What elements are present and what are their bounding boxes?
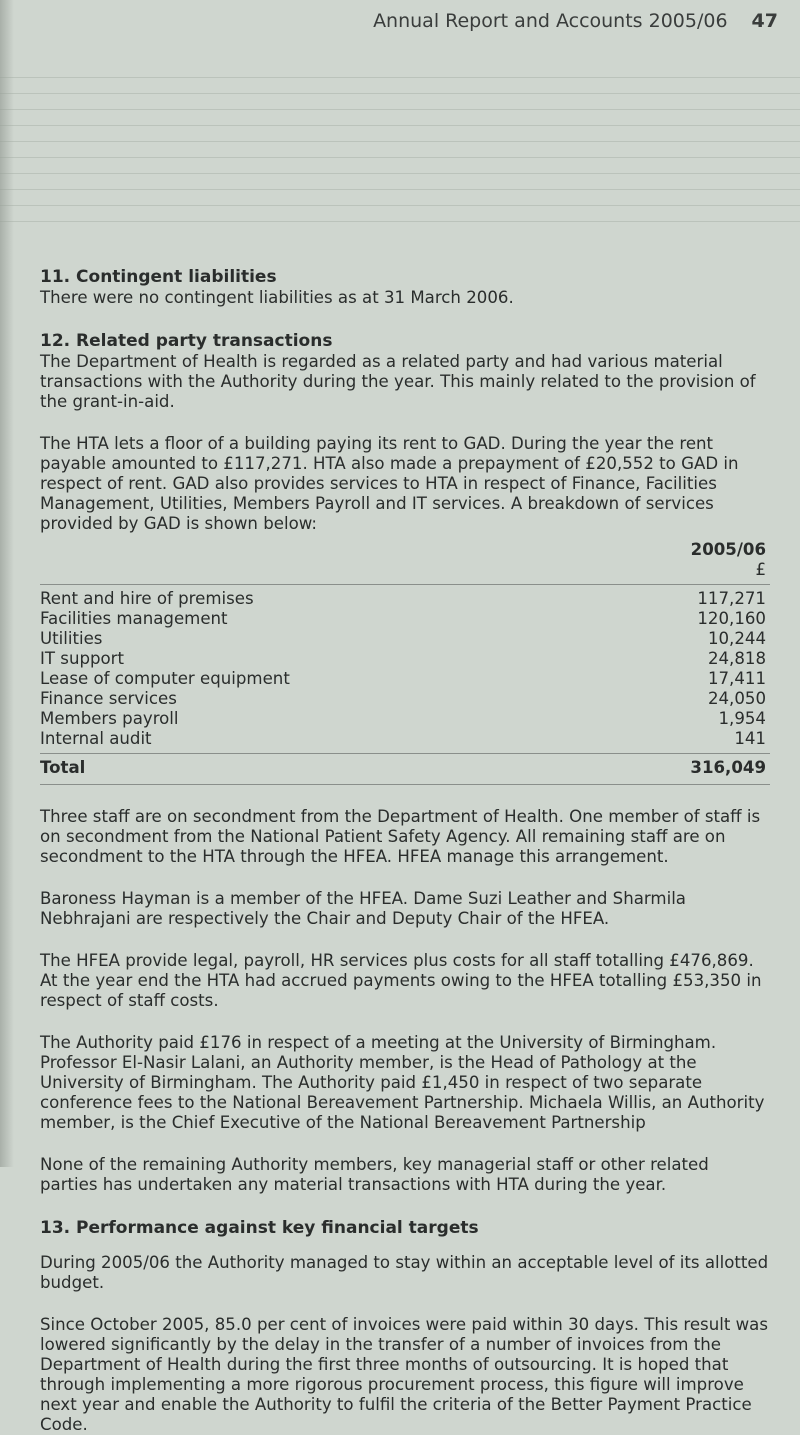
- row-label: Members payroll: [40, 709, 179, 728]
- section-12-heading: 12. Related party transactions: [40, 331, 333, 351]
- section-12-paragraph-4: Baroness Hayman is a member of the HFEA. Dame Suzi Leather and Sharmila Nebhrajani are respectively the Chair and Deputy Chair of the HFEA.: [40, 889, 686, 928]
- row-value: 120,160: [697, 609, 766, 628]
- section-12-paragraph-5: The HFEA provide legal, payroll, HR services plus costs for all staff totalling £476,869. At the year end the HTA had accrued payments owing to the HFEA totalling £53,350 in respect of staff costs.: [40, 951, 762, 1010]
- section-12-paragraph-6: The Authority paid £176 in respect of a meeting at the University of Birmingham. Professor El-Nasir Lalani, an Authority member, is the Head of Pathology at the University of Birmingham. The Authority paid £1,450 in respect of two separate conference fees to the National Bereavement Partnership. Michaela Willis, an Authority member, is the Chief Executive of the National Bereavement Partnership: [40, 1033, 765, 1132]
- table-top-rule: [40, 584, 770, 585]
- table-row: [40, 609, 770, 629]
- section-13-heading: 13. Performance against key financial targets: [40, 1218, 479, 1238]
- row-value: 24,050: [707, 689, 766, 708]
- section-12-paragraph-3: Three staff are on secondment from the Department of Health. One member of staff is on secondment from the National Patient Safety Agency. All remaining staff are on secondment to the HTA through the HFEA. HFEA manage this arrangement.: [40, 807, 761, 866]
- row-label: Lease of computer equipment: [40, 669, 290, 688]
- table-year-header: 2005/06: [690, 540, 766, 559]
- row-value: 10,244: [707, 629, 766, 648]
- table-row: [40, 589, 770, 609]
- table-total-row: [40, 758, 770, 778]
- table-row: [40, 689, 770, 709]
- table-row: [40, 649, 770, 669]
- row-value: 141: [734, 729, 766, 748]
- section-13-paragraph-2: Since October 2005, 85.0 per cent of invoices were paid within 30 days. This result was lowered significantly by the delay in the transfer of a number of invoices from the Department of Health during the first three months of outsourcing. It is hoped that through implementing a more rigorous procurement process, this figure will improve next year and enable the Authority to fulfil the criteria of the Better Payment Practice Code.: [40, 1315, 768, 1434]
- table-total-rule: [40, 753, 770, 754]
- table-row: [40, 729, 770, 749]
- row-label: Internal audit: [40, 729, 152, 748]
- row-label: Rent and hire of premises: [40, 589, 254, 608]
- section-11-body: There were no contingent liabilities as at 31 March 2006.: [40, 288, 514, 307]
- section-11-heading: 11. Contingent liabilities: [40, 267, 277, 287]
- gad-services-table: [40, 540, 770, 785]
- section-12-paragraph-7: None of the remaining Authority members, key managerial staff or other related parties has undertaken any material transactions with HTA during the year.: [40, 1155, 709, 1194]
- page-number: 47: [751, 10, 778, 32]
- row-label: Facilities management: [40, 609, 228, 628]
- table-unit-header: £: [755, 560, 766, 579]
- running-header: [373, 10, 778, 32]
- section-12-paragraph-1: The Department of Health is regarded as a related party and had various material transactions with the Authority during the year. This mainly related to the provision of the grant-in-aid.: [40, 352, 756, 411]
- total-label: Total: [40, 758, 86, 777]
- row-value: 24,818: [707, 649, 766, 668]
- table-row: [40, 709, 770, 729]
- section-13-paragraph-1: During 2005/06 the Authority managed to stay within an acceptable level of its allotted budget.: [40, 1253, 769, 1292]
- row-value: 1,954: [718, 709, 766, 728]
- row-label: IT support: [40, 649, 125, 668]
- total-value: 316,049: [690, 758, 766, 777]
- page-content: [40, 266, 770, 1435]
- row-value: 17,411: [707, 669, 766, 688]
- table-row: [40, 669, 770, 689]
- section-12-paragraph-2: The HTA lets a floor of a building paying its rent to GAD. During the year the rent payable amounted to £117,271. HTA also made a prepayment of £20,552 to GAD in respect of rent. GAD also provides services to HTA in respect of Finance, Facilities Management, Utilities, Members Payroll and IT services. A breakdown of services provided by GAD is shown below:: [40, 434, 739, 533]
- ruled-lines-decoration: [0, 62, 800, 237]
- row-label: Finance services: [40, 689, 177, 708]
- table-row: [40, 629, 770, 649]
- report-title: Annual Report and Accounts 2005/06: [373, 10, 728, 32]
- row-value: 117,271: [697, 589, 766, 608]
- row-label: Utilities: [40, 629, 103, 648]
